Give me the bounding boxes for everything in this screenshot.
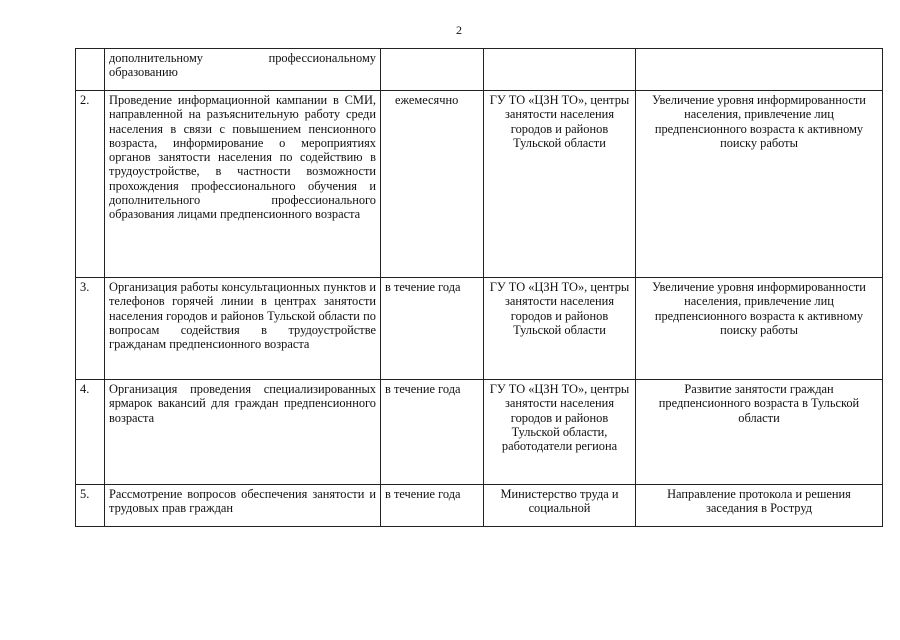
action-cell: Проведение информационной кампании в СМИ, направленной на разъяснительную работу среди населения в связи с повышением пенсионного возраста, информирование о мероприятиях органов занятости населения по содействию в трудоустройстве, в частности возможности прохождения профессионального обучения и дополнительного профессионального образования лицами предпенсионного возраста — [105, 91, 381, 278]
page-number: 2 — [456, 23, 462, 37]
table-row — [76, 485, 883, 527]
measures-table — [75, 48, 883, 527]
executor-cell: ГУ ТО «ЦЗН ТО», центры занятости населения городов и районов Тульской области — [484, 91, 636, 278]
action-cell: Организация работы консультационных пунктов и телефонов горячей линии в центрах занятости населения городов и районов Тульской области по вопросам содействия в трудоустройстве гражданам предпенсионного возраста — [105, 278, 381, 380]
result-cell: Направление протокола и решения заседания в Роструд — [636, 485, 883, 527]
row-number: 3. — [76, 278, 105, 380]
term-cell: в течение года — [381, 485, 484, 527]
table-row — [76, 91, 883, 278]
result-cell — [636, 49, 883, 91]
executor-cell: ГУ ТО «ЦЗН ТО», центры занятости населения городов и районов Тульской области — [484, 278, 636, 380]
executor-cell: ГУ ТО «ЦЗН ТО», центры занятости населения городов и районов Тульской области, работодатели региона — [484, 380, 636, 485]
row-number: 5. — [76, 485, 105, 527]
term-cell: в течение года — [381, 380, 484, 485]
result-cell: Увеличение уровня информированности населения, привлечение лиц предпенсионного возраста к активному поиску работы — [636, 91, 883, 278]
term-cell — [381, 49, 484, 91]
action-cell: Рассмотрение вопросов обеспечения занятости и трудовых прав граждан — [105, 485, 381, 527]
table-row — [76, 380, 883, 485]
term-cell: ежемесячно — [381, 91, 484, 278]
term-cell: в течение года — [381, 278, 484, 380]
table-row — [76, 49, 883, 91]
executor-cell — [484, 49, 636, 91]
action-cell: дополнительному профессиональному образованию — [105, 49, 381, 91]
action-cell: Организация проведения специализированных ярмарок вакансий для граждан предпенсионного возраста — [105, 380, 381, 485]
row-number: 2. — [76, 91, 105, 278]
row-number: 4. — [76, 380, 105, 485]
result-cell: Увеличение уровня информированности населения, привлечение лиц предпенсионного возраста к активному поиску работы — [636, 278, 883, 380]
row-number — [76, 49, 105, 91]
executor-cell: Министерство труда и социальной — [484, 485, 636, 527]
table-row — [76, 278, 883, 380]
result-cell: Развитие занятости граждан предпенсионного возраста в Тульской области — [636, 380, 883, 485]
